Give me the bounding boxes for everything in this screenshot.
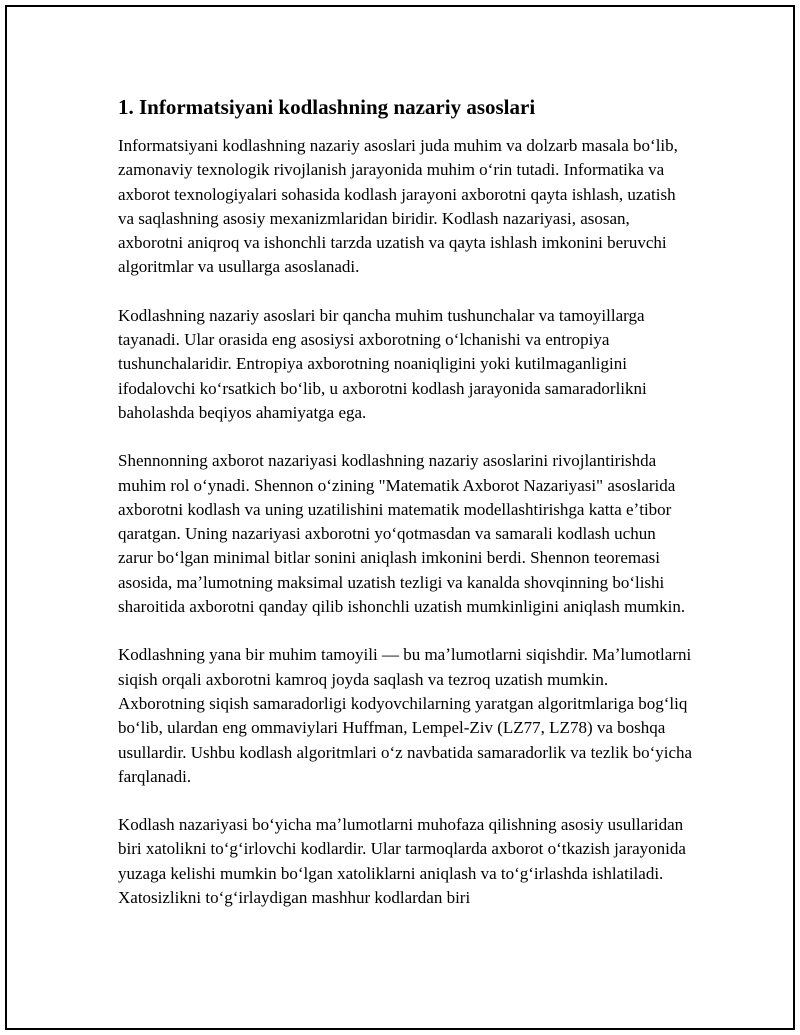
section-heading: 1. Informatsiyani kodlashning nazariy asoslari <box>118 95 536 119</box>
paragraph-3: Shennonning axborot nazariyasi kodlashning nazariy asoslarini rivojlantirishda muhim rol oʻynadi. Shennon oʻzining "Matematik Axborot Nazariyasi" asoslarida axborotni kodlash va uning uzatilishini matematik modellashtirishga katta eʼtibor qaratgan. Uning nazariyasi axborotni yoʻqotmasdan va samarali kodlash uchun zarur boʻlgan minimal bitlar sonini aniqlash imkonini berdi. Shennon teoremasi asosida, maʼlumotning maksimal uzatish tezligi va kanalda shovqinning boʻlishi sharoitida axborotni qanday qilib ishonchli uzatish mumkinligini aniqlash mumkin. <box>118 451 686 617</box>
paragraph-5: Kodlash nazariyasi boʻyicha maʼlumotlarni muhofaza qilishning asosiy usullaridan biri xatolikni toʻgʻirlovchi kodlardir. Ular tarmoqlarda axborot oʻtkazish jarayonida yuzaga kelishi mumkin boʻlgan xatoliklarni aniqlash va toʻgʻirlashda ishlatiladi. Xatosizlikni toʻgʻirlaydigan mashhur kodlardan biri <box>118 815 686 908</box>
paragraph-4: Kodlashning yana bir muhim tamoyili — bu maʼlumotlarni siqishdir. Maʼlumotlarni siqish orqali axborotni kamroq joyda saqlash va tezroq uzatish mumkin. Axborotning siqish samaradorligi kodyovchilarning yaratgan algoritmlariga bogʻliq boʻlib, ulardan eng ommaviylari Huffman, Lempel-Ziv (LZ77, LZ78) va boshqa usullardir. Ushbu kodlash algoritmlari oʻz navbatida samaradorlik va tezlik boʻyicha farqlanadi. <box>118 645 693 786</box>
paragraph-1: Informatsiyani kodlashning nazariy asoslari juda muhim va dolzarb masala boʻlib, zamonaviy texnologik rivojlanish jarayonida muhim oʻrin tutadi. Informatika va axborot texnologiyalari sohasida kodlash jarayoni axborotni qayta ishlash, uzatish va saqlashning asosiy mexanizmlaridan biridir. Kodlash nazariyasi, asosan, axborotni aniqroq va ishonchli tarzda uzatish va qayta ishlash imkonini beruvchi algoritmlar va usullarga asoslanadi. <box>118 136 678 277</box>
document-body <box>118 94 693 934</box>
paragraph-2: Kodlashning nazariy asoslari bir qancha muhim tushunchalar va tamoyillarga tayanadi. Ular orasida eng asosiysi axborotning oʻlchanishi va entropiya tushunchalaridir. Entropiya axborotning noaniqligini yoki kutilmaganligini ifodalovchi koʻrsatkich boʻlib, u axborotni kodlash jarayonida samaradorlikni baholashda beqiyos ahamiyatga ega. <box>118 305 647 422</box>
